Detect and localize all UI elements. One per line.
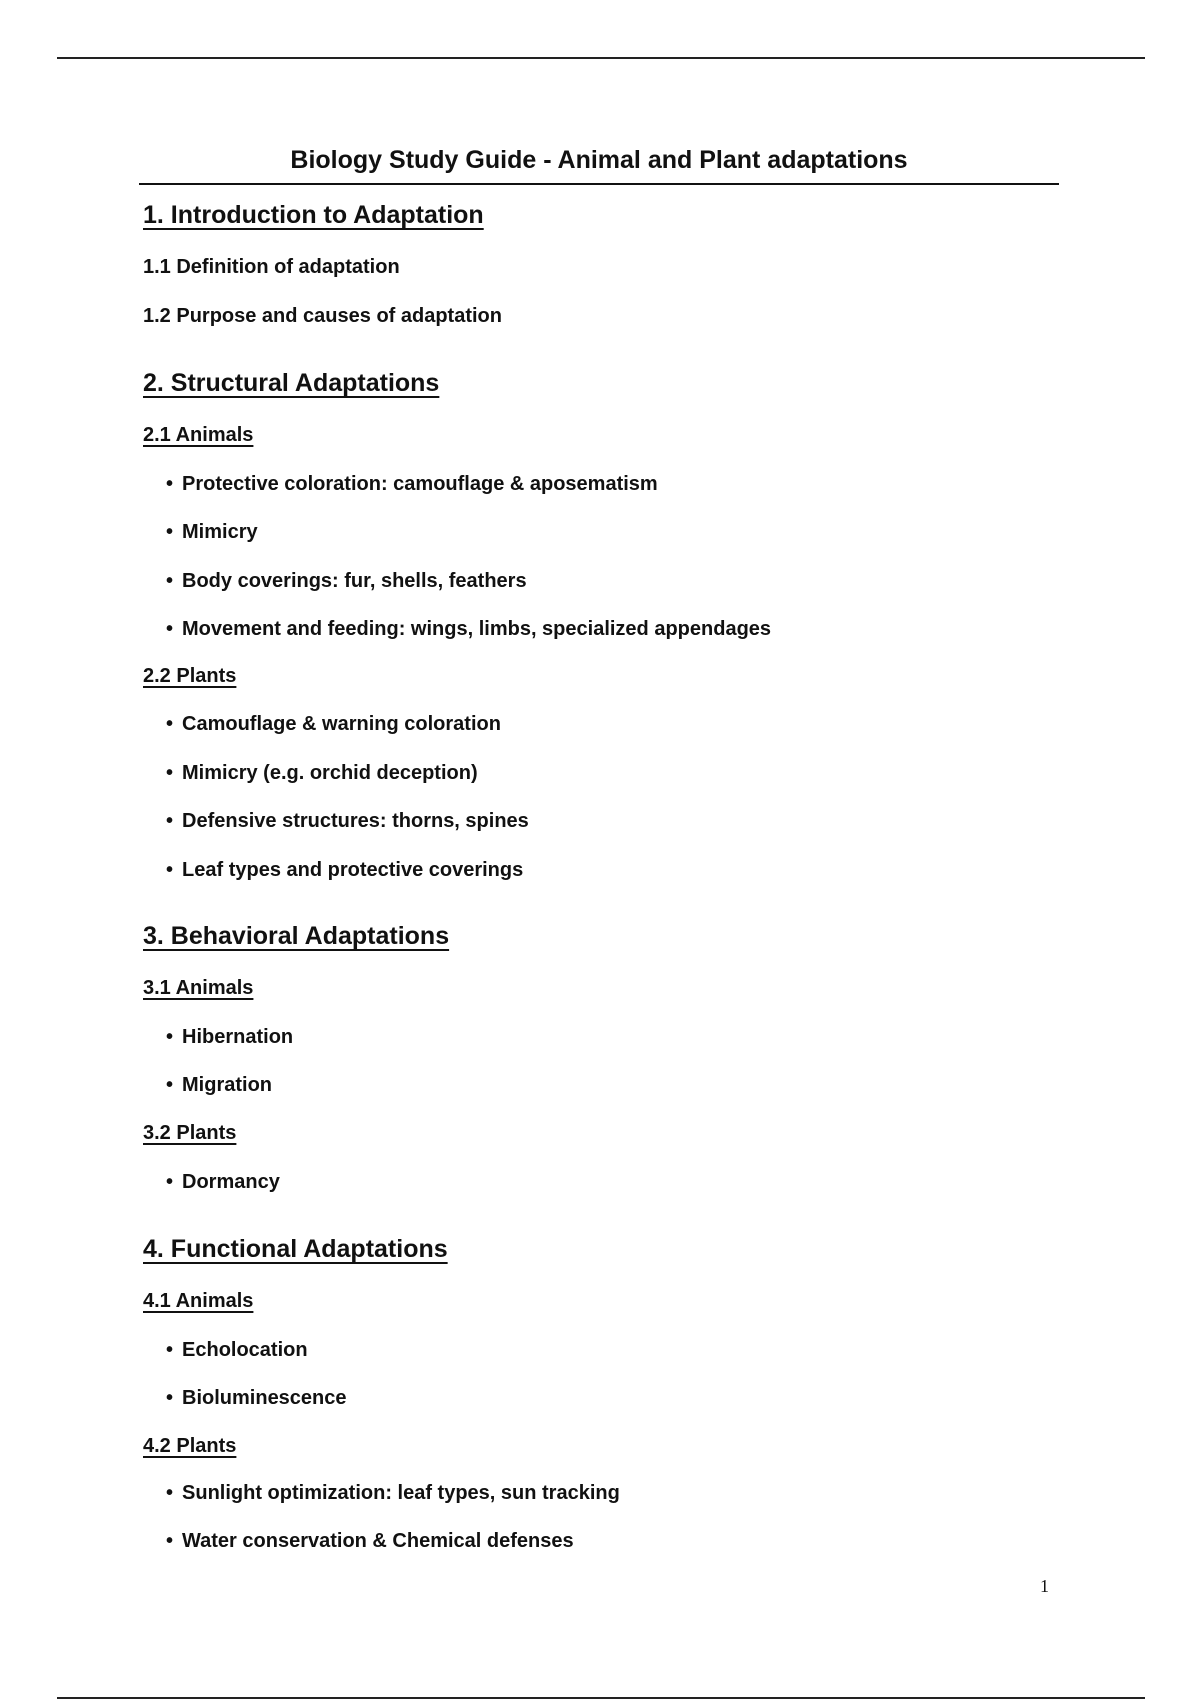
bullet-item: • Camouflage & warning coloration bbox=[166, 713, 501, 736]
subsection-heading: 2.2 Plants bbox=[143, 665, 237, 687]
bullet-item: • Hibernation bbox=[166, 1026, 293, 1049]
section-heading: 2. Structural Adaptations bbox=[143, 369, 440, 397]
bullet-item: • Body coverings: fur, shells, feathers bbox=[166, 570, 527, 593]
subsection-heading: 2.1 Animals bbox=[143, 424, 254, 446]
page-number: 1 bbox=[1040, 1576, 1049, 1596]
section-item: 1.1 Definition of adaptation bbox=[143, 256, 400, 278]
subsection-heading: 4.1 Animals bbox=[143, 1290, 254, 1312]
bullet-item: • Mimicry bbox=[166, 521, 258, 544]
subsection-heading: 3.2 Plants bbox=[143, 1122, 237, 1144]
subsection-heading: 4.2 Plants bbox=[143, 1435, 237, 1457]
bullet-item: • Bioluminescence bbox=[166, 1387, 347, 1410]
bullet-item: • Dormancy bbox=[166, 1171, 280, 1194]
bullet-item: • Movement and feeding: wings, limbs, specialized appendages bbox=[166, 618, 771, 641]
section-heading: 1. Introduction to Adaptation bbox=[143, 201, 484, 229]
section-heading: 3. Behavioral Adaptations bbox=[143, 922, 450, 950]
bullet-item: • Protective coloration: camouflage & aposematism bbox=[166, 473, 658, 496]
bullet-item: • Mimicry (e.g. orchid deception) bbox=[166, 762, 478, 785]
section-heading: 4. Functional Adaptations bbox=[143, 1235, 448, 1263]
bullet-item: • Defensive structures: thorns, spines bbox=[166, 810, 529, 833]
bullet-item: • Echolocation bbox=[166, 1339, 308, 1362]
page-bottom-rule bbox=[57, 1697, 1145, 1699]
bullet-item: • Water conservation & Chemical defenses bbox=[166, 1530, 574, 1553]
bullet-item: • Leaf types and protective coverings bbox=[166, 859, 523, 882]
section-item: 1.2 Purpose and causes of adaptation bbox=[143, 305, 502, 327]
bullet-item: • Migration bbox=[166, 1074, 272, 1097]
subsection-heading: 3.1 Animals bbox=[143, 977, 254, 999]
bullet-item: • Sunlight optimization: leaf types, sun tracking bbox=[166, 1482, 620, 1505]
document-title: Biology Study Guide - Animal and Plant adaptations bbox=[139, 143, 1059, 185]
